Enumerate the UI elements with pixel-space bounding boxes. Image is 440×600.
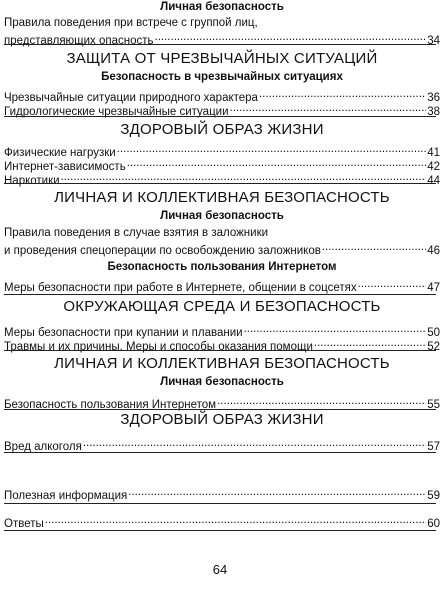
entry-text: Физические нагрузки bbox=[4, 147, 116, 159]
dot-leader bbox=[314, 336, 426, 350]
dot-leader bbox=[127, 156, 427, 170]
toc-entry[interactable] bbox=[4, 170, 440, 187]
entry-text: Правила поведения при встрече с группой лиц, bbox=[4, 17, 258, 29]
section-healthy-lifestyle-2 bbox=[4, 411, 440, 453]
entry-text: Меры безопасности при купании и плавании bbox=[4, 327, 243, 339]
toc-entry[interactable] bbox=[4, 16, 440, 47]
toc-entry[interactable] bbox=[4, 485, 440, 502]
subheading-personal-safety: Личная безопасность bbox=[160, 1, 284, 13]
subheading: Безопасность пользования Интернетом bbox=[107, 261, 337, 273]
toc-entry[interactable] bbox=[4, 226, 440, 257]
page-ref: 38 bbox=[427, 106, 440, 118]
section-divider bbox=[4, 503, 436, 504]
entry-text: и проведения спецоперации по освобождению заложников bbox=[4, 245, 321, 257]
section-title: ЗАЩИТА ОТ ЧРЕЗВЫЧАЙНЫХ СИТУАЦИЙ bbox=[66, 50, 378, 67]
page-ref: 50 bbox=[427, 327, 440, 339]
page-ref: 60 bbox=[427, 518, 440, 530]
section-title: ЗДОРОВЫЙ ОБРАЗ ЖИЗНИ bbox=[120, 121, 324, 138]
subheading: Личная безопасность bbox=[160, 210, 284, 222]
entry-text: Полезная информация bbox=[4, 490, 128, 502]
page-ref: 36 bbox=[427, 92, 440, 104]
dot-leader bbox=[45, 513, 426, 527]
entry-text: Интернет-зависимость bbox=[4, 161, 126, 173]
toc-entry[interactable] bbox=[4, 322, 440, 339]
entry-text: Травмы и их причины. Меры и способы оказания помощи bbox=[4, 341, 313, 353]
page-ref: 44 bbox=[427, 175, 440, 187]
section-title: ЛИЧНАЯ И КОЛЛЕКТИВНАЯ БЕЗОПАСНОСТЬ bbox=[54, 355, 390, 372]
page-ref: 47 bbox=[427, 282, 440, 294]
section-title: ЗДОРОВЫЙ ОБРАЗ ЖИЗНИ bbox=[120, 411, 324, 428]
toc-entry[interactable] bbox=[4, 394, 440, 411]
extra-entry bbox=[4, 513, 440, 530]
section-environment bbox=[4, 298, 440, 353]
toc-entry[interactable] bbox=[4, 513, 440, 530]
page-ref: 42 bbox=[427, 161, 440, 173]
section-emergency bbox=[4, 50, 440, 118]
section-healthy-lifestyle bbox=[4, 121, 440, 187]
page-ref: 59 bbox=[427, 490, 440, 502]
page-number: 64 bbox=[212, 562, 228, 577]
extra-entry bbox=[4, 485, 440, 502]
section-divider bbox=[4, 44, 436, 45]
entry-text: Наркотики bbox=[4, 175, 60, 187]
dot-leader bbox=[322, 240, 426, 254]
section-personal-collective-safety-2 bbox=[4, 355, 440, 411]
toc-entry[interactable] bbox=[4, 436, 440, 453]
page-ref: 55 bbox=[427, 399, 440, 411]
entry-text: Вред алкоголя bbox=[4, 441, 82, 453]
section-title: ОКРУЖАЮЩАЯ СРЕДА И БЕЗОПАСНОСТЬ bbox=[63, 298, 381, 315]
section-personal-collective-safety bbox=[4, 189, 440, 294]
dot-leader bbox=[83, 436, 426, 450]
section-divider bbox=[4, 530, 436, 531]
page-ref: 46 bbox=[427, 245, 440, 257]
section-divider bbox=[4, 116, 436, 117]
dot-leader bbox=[117, 142, 426, 156]
dot-leader bbox=[230, 101, 427, 115]
section-divider bbox=[4, 183, 436, 184]
dot-leader bbox=[128, 485, 426, 499]
toc-entry[interactable] bbox=[4, 142, 440, 159]
toc-entry[interactable] bbox=[4, 87, 440, 104]
section-divider bbox=[4, 350, 436, 351]
dot-leader bbox=[61, 170, 427, 184]
entry-text: Правила поведения в случае взятия в заложники bbox=[4, 227, 269, 239]
dot-leader bbox=[217, 394, 426, 408]
page-ref: 57 bbox=[427, 441, 440, 453]
page-ref: 52 bbox=[427, 341, 440, 353]
section-title: ЛИЧНАЯ И КОЛЛЕКТИВНАЯ БЕЗОПАСНОСТЬ bbox=[54, 189, 390, 206]
section-divider bbox=[4, 294, 436, 295]
section-divider bbox=[4, 409, 436, 410]
dot-leader bbox=[155, 30, 427, 44]
section-divider bbox=[4, 452, 436, 453]
entry-text: Ответы bbox=[4, 518, 44, 530]
toc-entry[interactable] bbox=[4, 277, 440, 294]
dot-leader bbox=[244, 322, 427, 336]
dot-leader bbox=[259, 87, 426, 101]
entry-text: Меры безопасности при работе в Интернете, общении в соцсетях bbox=[4, 282, 357, 294]
entry-text: Чрезвычайные ситуации природного характера bbox=[4, 92, 258, 104]
page-ref: 34 bbox=[427, 35, 440, 47]
dot-leader bbox=[358, 277, 427, 291]
entry-text: Гидрологические чрезвычайные ситуации bbox=[4, 106, 229, 118]
subheading: Безопасность в чрезвычайных ситуациях bbox=[101, 71, 343, 83]
subheading: Личная безопасность bbox=[160, 376, 284, 388]
entry-text: представляющих опасность bbox=[4, 35, 154, 47]
entry-text: Безопасность пользования Интернетом bbox=[4, 399, 217, 411]
top-block bbox=[4, 0, 440, 47]
page-ref: 41 bbox=[427, 147, 440, 159]
